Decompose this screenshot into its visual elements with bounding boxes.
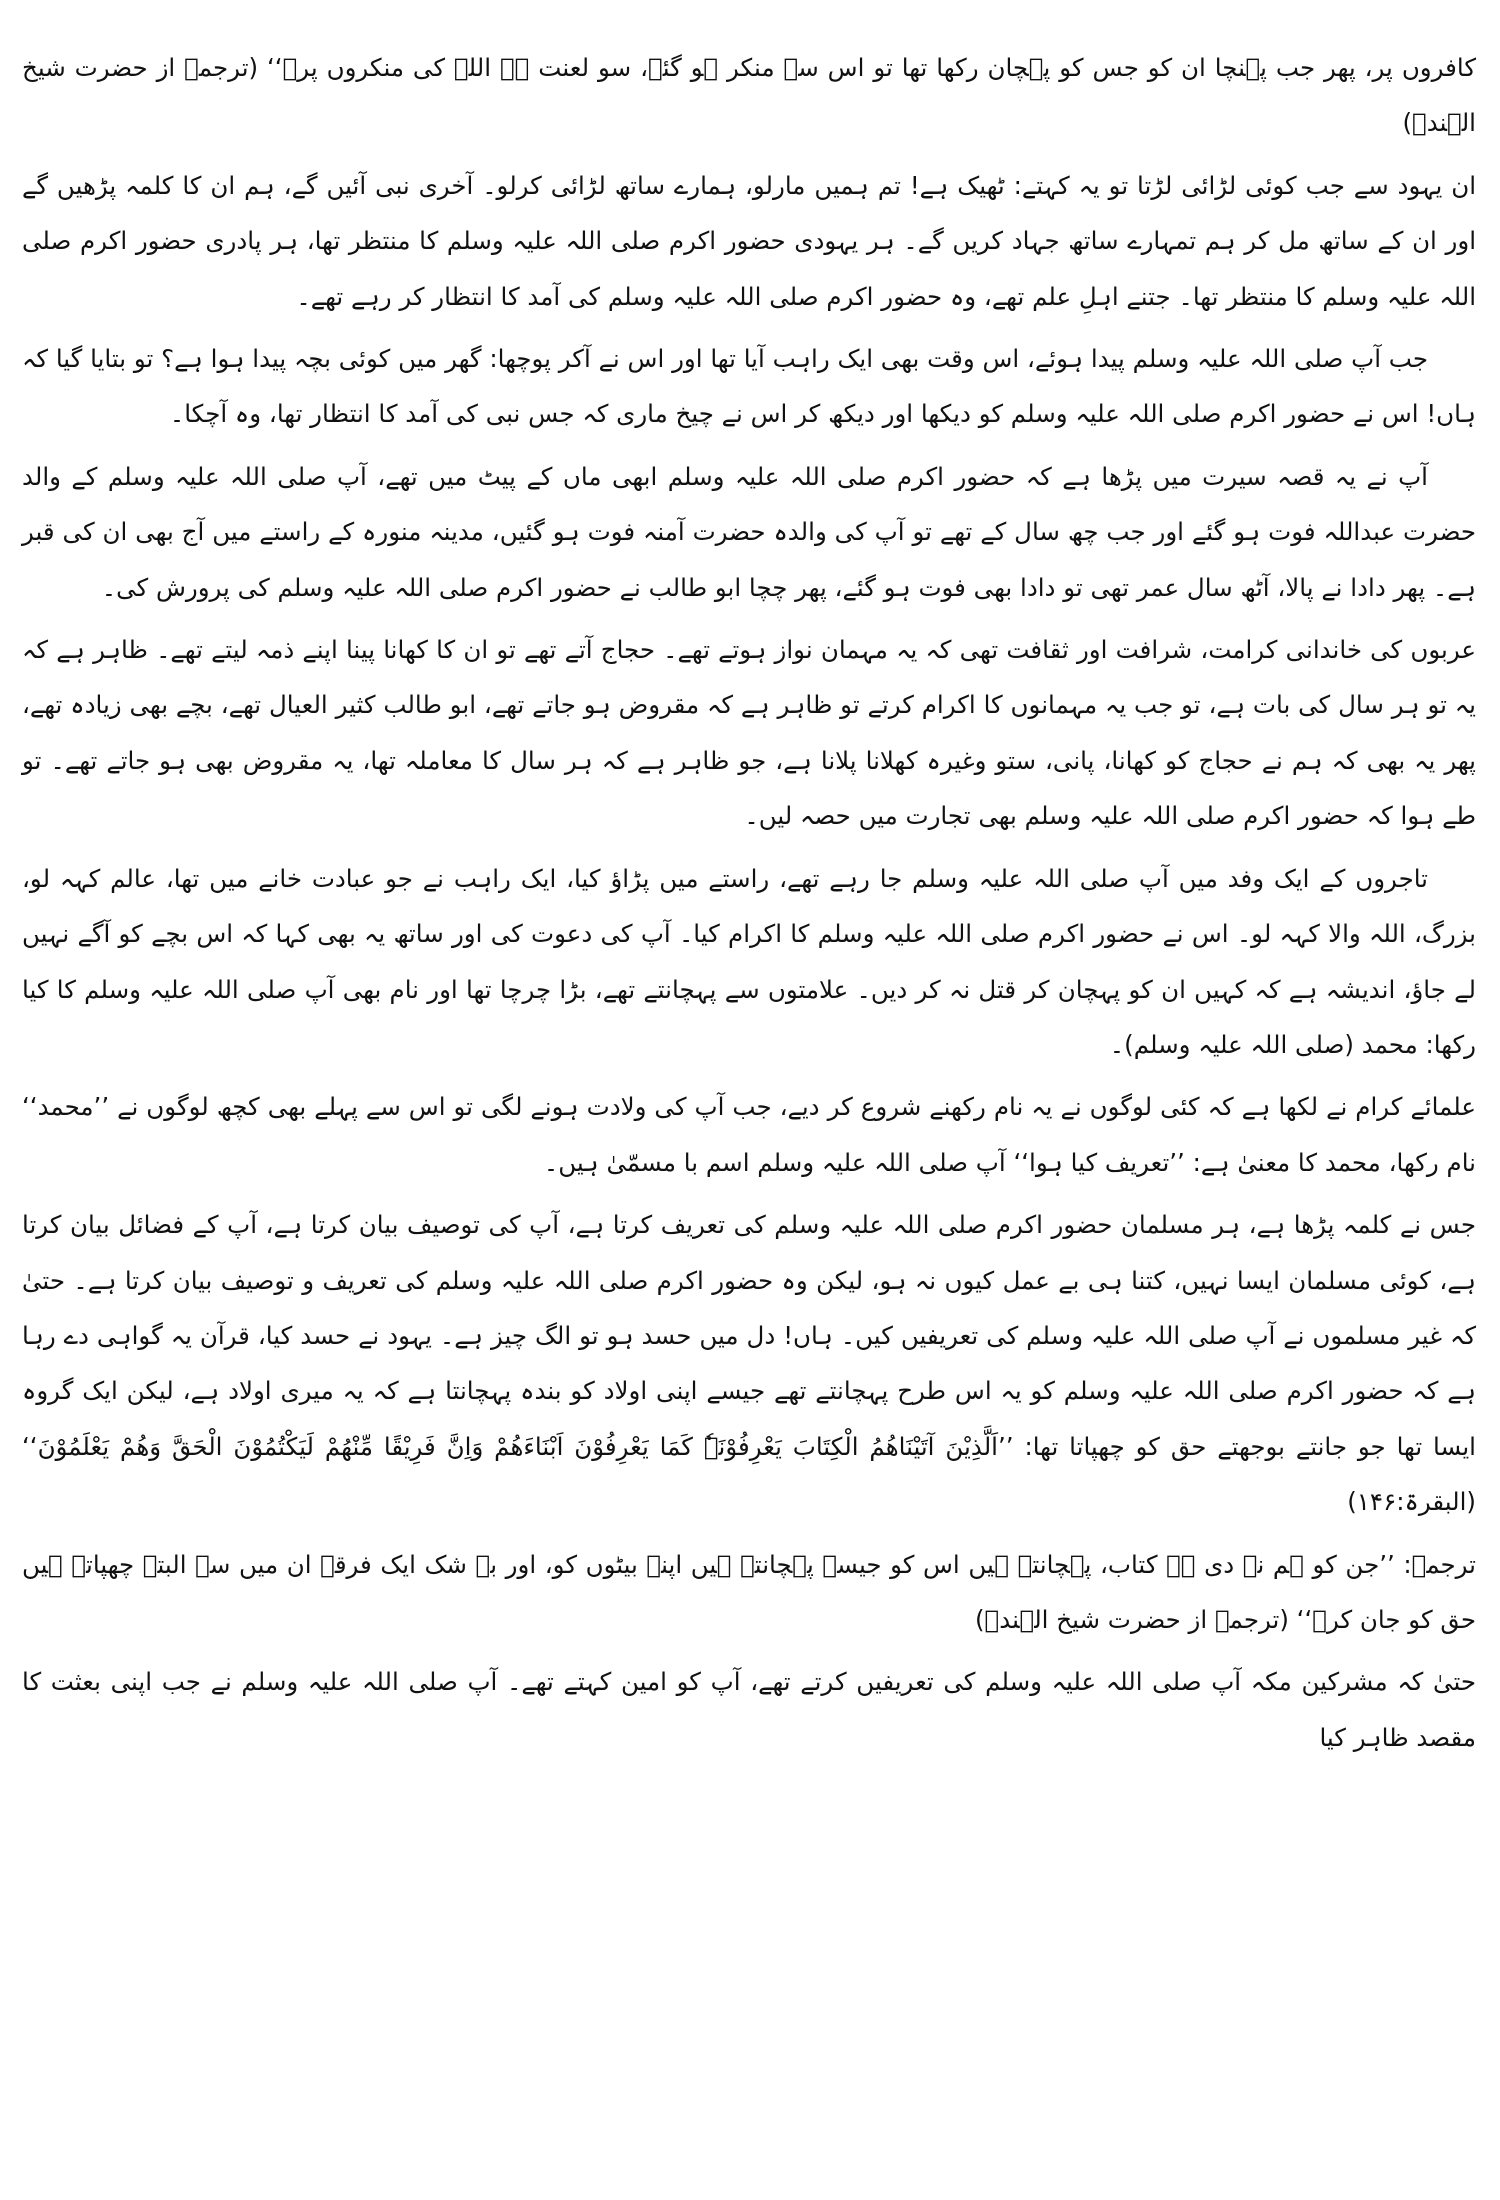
paragraph-6: تاجروں کے ایک وفد میں آپ صلی اللہ علیہ وسلم جا رہے تھے، راستے میں پڑاؤ کیا، ایک راہب نے جو عبادت خانے میں تھا، عالم کہہ لو، بزرگ، اللہ والا کہہ لو۔ اس نے حضور اکرم صلی اللہ علیہ وسلم کا اکرام کیا۔ آپ کی دعوت کی اور ساتھ یہ بھی کہا کہ اس بچے کو آگے نہیں لے جاؤ، اندیشہ ہے کہ کہیں ان کو پہچان کر قتل نہ کر دیں۔ علامتوں سے پہچانتے تھے، بڑا چرچا تھا اور نام بھی آپ صلی اللہ علیہ وسلم کا کیا رکھا: محمد (صلی اللہ علیہ وسلم)۔ <box>22 863 1476 1059</box>
paragraph-7: علمائے کرام نے لکھا ہے کہ کئی لوگوں نے یہ نام رکھنے شروع کر دیے، جب آپ کی ولادت ہونے لگی تو اس سے پہلے بھی کچھ لوگوں نے ’’محمد‘‘ نام رکھا، محمد کا معنیٰ ہے: ’’تعریف کیا ہوا‘‘ آپ صلی اللہ علیہ وسلم اسم با مسمّیٰ ہیں۔ <box>22 1092 1476 1177</box>
paragraph-2: ان یہود سے جب کوئی لڑائی لڑتا تو یہ کہتے: ٹھیک ہے! تم ہمیں مارلو، ہمارے ساتھ لڑائی کرلو۔ آخری نبی آئیں گے، ہم ان کا کلمہ پڑھیں گے اور ان کے ساتھ مل کر ہم تمہارے ساتھ جہاد کریں گے۔ ہر یہودی حضور اکرم صلی اللہ علیہ وسلم کا منتظر تھا، ہر پادری حضور اکرم صلی اللہ علیہ وسلم کا منتظر تھا۔ جتنے اہلِ علم تھے، وہ حضور اکرم صلی اللہ علیہ وسلم کی آمد کا انتظار کر رہے تھے۔ <box>22 170 1476 311</box>
paragraph-3: جب آپ صلی اللہ علیہ وسلم پیدا ہوئے، اس وقت بھی ایک راہب آیا تھا اور اس نے آکر پوچھا: گھر میں کوئی بچہ پیدا ہوا ہے؟ تو بتایا گیا کہ ہاں! اس نے حضور اکرم صلی اللہ علیہ وسلم کو دیکھا اور دیکھ کر اس نے چیخ ماری کہ جس نبی کی آمد کا انتظار تھا، وہ آچکا۔ <box>22 344 1476 429</box>
paragraph-8: جس نے کلمہ پڑھا ہے، ہر مسلمان حضور اکرم صلی اللہ علیہ وسلم کی تعریف کرتا ہے، آپ کی توصیف بیان کرتا ہے، آپ کے فضائل بیان کرتا ہے، کوئی مسلمان ایسا نہیں، کتنا ہی بے عمل کیوں نہ ہو، لیکن وہ حضور اکرم صلی اللہ علیہ وسلم کی تعریف و توصیف بیان کرتا ہے۔ حتیٰ کہ غیر مسلموں نے آپ صلی اللہ علیہ وسلم کی تعریفیں کیں۔ ہاں! دل میں حسد ہو تو الگ چیز ہے۔ یہود نے حسد کیا، قرآن یہ گواہی دے رہا ہے کہ حضور اکرم صلی اللہ علیہ وسلم کو یہ اس طرح پہچانتے تھے جیسے اپنی اولاد کو بندہ پہچانتا ہے کہ یہ میری اولاد ہے، لیکن ایک گروہ ایسا تھا جو جانتے بوجھتے حق کو چھپاتا تھا: ’’اَلَّذِیْنَ آتَیْنَاھُمُ الْکِتَابَ یَعْرِفُوْنَہٗ کَمَا یَعْرِفُوْنَ اَبْنَاءَھُمْ وَاِنَّ فَرِیْقًا مِّنْھُمْ لَیَکْتُمُوْنَ الْحَقَّ وَھُمْ یَعْلَمُوْنَ‘‘ (البقرۃ:۱۴۶) <box>22 1210 1476 1517</box>
paragraph-5: عربوں کی خاندانی کرامت، شرافت اور ثقافت تھی کہ یہ مہمان نواز ہوتے تھے۔ حجاج آتے تھے تو ان کا کھانا پینا اپنے ذمہ لیتے تھے۔ ظاہر ہے کہ یہ تو ہر سال کی بات ہے، تو جب یہ مہمانوں کا اکرام کرتے تو ظاہر ہے کہ مقروض ہو جاتے تھے، ابو طالب کثیر العیال تھے، بچے بھی زیادہ تھے، پھر یہ بھی کہ ہم نے حجاج کو کھانا، پانی، ستو وغیرہ کھلانا پلانا ہے، جو ظاہر ہے کہ ہر سال کا معاملہ تھا، یہ مقروض بھی ہو جاتے تھے۔ تو طے ہوا کہ حضور اکرم صلی اللہ علیہ وسلم بھی تجارت میں حصہ لیں۔ <box>22 635 1476 831</box>
paragraph-4: آپ نے یہ قصہ سیرت میں پڑھا ہے کہ حضور اکرم صلی اللہ علیہ وسلم ابھی ماں کے پیٹ میں تھے، آپ صلی اللہ علیہ وسلم کے والد حضرت عبداللہ فوت ہو گئے اور جب چھ سال کے تھے تو آپ کی والدہ حضرت آمنہ فوت ہو گئیں، مدینہ منورہ کے راستے میں آج بھی ان کی قبر ہے۔ پھر دادا نے پالا، آٹھ سال عمر تھی تو دادا بھی فوت ہو گئے، پھر چچا ابو طالب نے حضور اکرم صلی اللہ علیہ وسلم کی پرورش کی۔ <box>22 461 1476 602</box>
document-page <box>22 40 1476 1765</box>
paragraph-1: کافروں پر، پھر جب پہنچا ان کو جس کو پہچان رکھا تھا تو اس سے منکر ہو گئے، سو لعنت ہے اللہ کی منکروں پر۔‘‘ (ترجمہ از حضرت شیخ الہندؒ) <box>22 53 1476 138</box>
paragraph-9-translation: ترجمہ: ’’جن کو ہم نے دی ہے کتاب، پہچانتے ہیں اس کو جیسے پہچانتے ہیں اپنے بیٹوں کو، اور بے شک ایک فرقہ ان میں سے البتہ چھپاتے ہیں حق کو جان کر۔‘‘ (ترجمہ از حضرت شیخ الہندؒ) <box>22 1549 1476 1634</box>
paragraph-10: حتیٰ کہ مشرکین مکہ آپ صلی اللہ علیہ وسلم کی تعریفیں کرتے تھے، آپ کو امین کہتے تھے۔ آپ صلی اللہ علیہ وسلم نے جب اپنی بعثت کا مقصد ظاہر کیا <box>22 1667 1476 1752</box>
